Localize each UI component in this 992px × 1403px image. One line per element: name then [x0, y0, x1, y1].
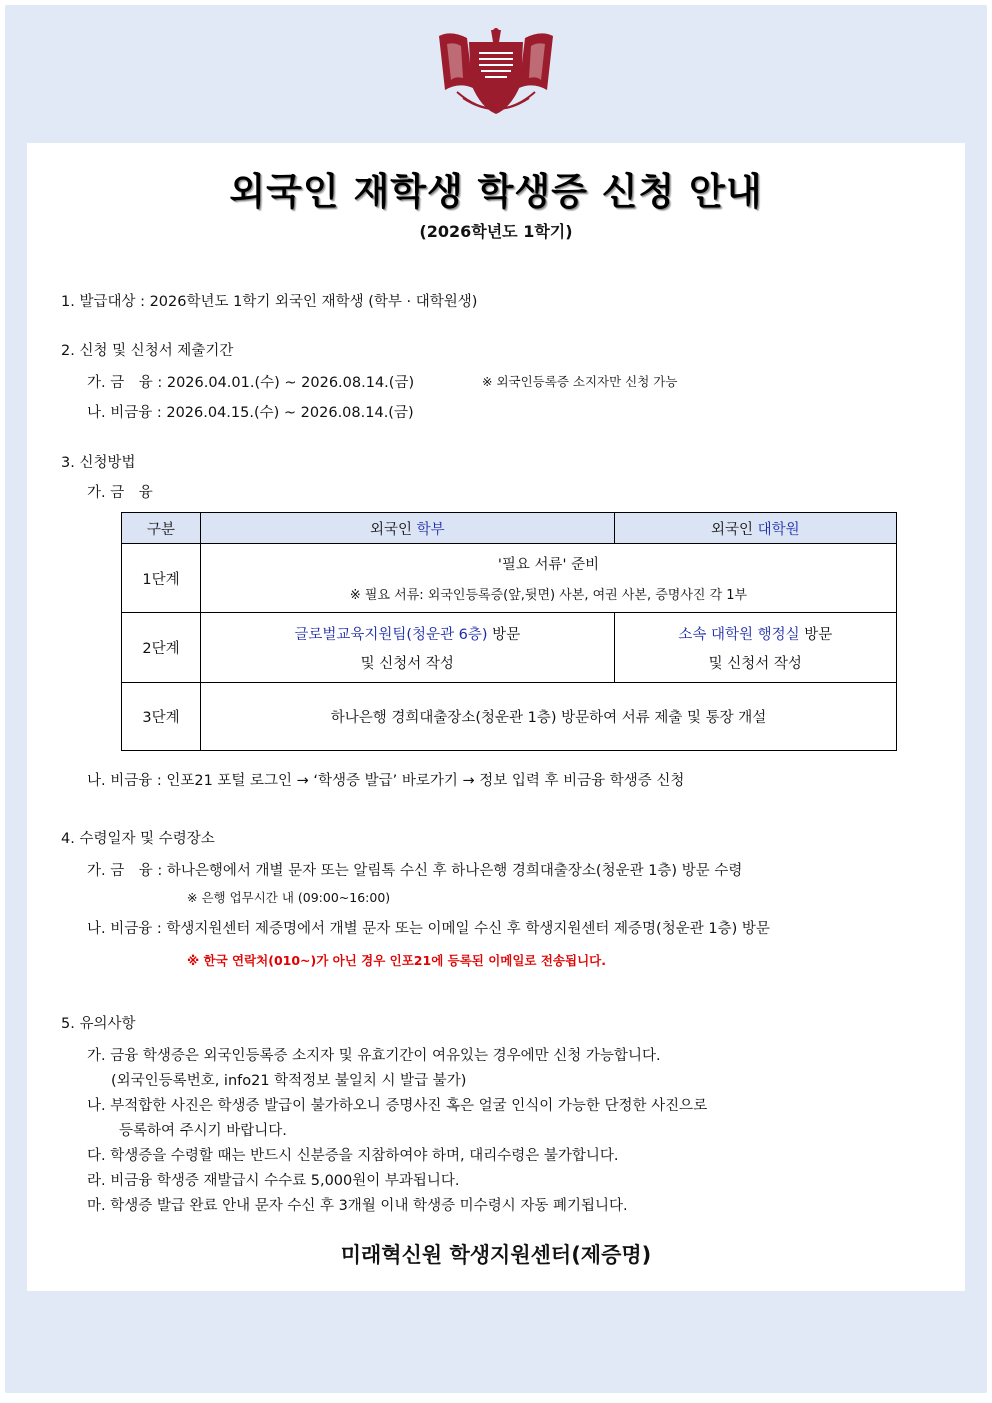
step2-undergrad-suffix: 방문	[487, 626, 521, 643]
section2-nonfinancial: 나. 비금융 : 2026.04.15.(수) ~ 2026.08.14.(금)	[87, 405, 414, 421]
section4-financial-note: ※ 은행 업무시간 내 (09:00~16:00)	[187, 890, 391, 905]
step2-grad-suffix: 방문	[799, 626, 833, 643]
table-row-step2	[122, 613, 897, 683]
header-undergrad	[201, 513, 615, 544]
section3-heading: 3. 신청방법	[61, 455, 136, 471]
step2-label: 2단계	[122, 613, 201, 683]
notice-item-1-detail: (외국인등록번호, info21 학적정보 불일치 시 발급 불가)	[111, 1073, 467, 1089]
header-grad-prefix: 외국인	[710, 521, 758, 538]
section2-heading: 2. 신청 및 신청서 제출기간	[61, 343, 234, 359]
section4-heading: 4. 수령일자 및 수령장소	[61, 831, 215, 847]
header-category: 구분	[122, 513, 201, 544]
issuer-footer: 미래혁신원 학생지원센터(제증명)	[340, 1243, 652, 1267]
section3-financial-label: 가. 금 융	[87, 485, 153, 501]
notice-item-2-continued: 등록하여 주시기 바랍니다.	[119, 1123, 287, 1139]
step2-grad-highlight: 소속 대학원 행정실	[678, 626, 800, 643]
table-row-step3	[122, 683, 897, 751]
step2-undergrad-line2: 및 신청서 작성	[360, 655, 454, 672]
step1-main: '필요 서류' 준비	[497, 557, 600, 573]
step2-undergrad	[201, 613, 615, 683]
section4-nonfinancial: 나. 비금융 : 학생지원센터 제증명에서 개별 문자 또는 이메일 수신 후 학생지원센터 제증명(청운관 1층) 방문	[87, 921, 770, 937]
header-grad	[614, 513, 896, 544]
table-header-row	[122, 513, 897, 544]
notice-item-1: 가. 금융 학생증은 외국인등록증 소지자 및 유효기간이 여유있는 경우에만 신청 가능합니다.	[87, 1048, 661, 1064]
section3-nonfinancial: 나. 비금융 : 인포21 포털 로그인 → ‘학생증 발급’ 바로가기 → 정보 입력 후 비금융 학생증 신청	[87, 773, 685, 789]
application-steps-table	[121, 512, 897, 751]
step2-undergrad-highlight: 글로벌교육지원팀(청운관 6층)	[294, 626, 488, 643]
notice-item-5: 마. 학생증 발급 완료 안내 문자 수신 후 3개월 이내 학생증 미수령시 자동 폐기됩니다.	[87, 1198, 628, 1214]
header-grad-highlight: 대학원	[757, 521, 800, 538]
step3-content: 하나은행 경희대출장소(청운관 1층) 방문하여 서류 제출 및 통장 개설	[201, 683, 897, 751]
page-title: 외국인 재학생 학생증 신청 안내	[229, 170, 763, 213]
section4-nonfinancial-note: ※ 한국 연락처(010~)가 아닌 경우 인포21에 등록된 이메일로 전송됩니다.	[187, 953, 606, 968]
step1-note: ※ 필요 서류: 외국인등록증(앞,뒷면) 사본, 여권 사본, 증명사진 각 1부	[349, 588, 748, 603]
section1-text: 1. 발급대상 : 2026학년도 1학기 외국인 재학생 (학부 · 대학원생)	[61, 294, 478, 310]
notice-item-4: 라. 비금융 학생증 재발급시 수수료 5,000원이 부과됩니다.	[87, 1173, 460, 1189]
university-seal-icon	[433, 28, 559, 116]
section2-financial-note: ※ 외국인등록증 소지자만 신청 가능	[482, 374, 678, 389]
section4-financial: 가. 금 융 : 하나은행에서 개별 문자 또는 알림톡 수신 후 하나은행 경희대출장소(청운관 1층) 방문 수령	[87, 863, 743, 879]
step1-content	[201, 544, 897, 613]
table-row-step1	[122, 544, 897, 613]
step2-grad-line2: 및 신청서 작성	[708, 655, 802, 672]
notice-item-2: 나. 부적합한 사진은 학생증 발급이 불가하오니 증명사진 혹은 얼굴 인식이 가능한 단정한 사진으로	[87, 1098, 708, 1114]
header-undergrad-prefix: 외국인	[369, 521, 417, 538]
step1-label: 1단계	[122, 544, 201, 613]
step3-label: 3단계	[122, 683, 201, 751]
document-sheet	[27, 143, 965, 1291]
step2-grad	[614, 613, 896, 683]
section2-financial: 가. 금 융 : 2026.04.01.(수) ~ 2026.08.14.(금)	[87, 375, 415, 391]
header-undergrad-highlight: 학부	[416, 521, 445, 538]
page-subtitle: (2026학년도 1학기)	[419, 222, 573, 241]
notice-item-3: 다. 학생증을 수령할 때는 반드시 신분증을 지참하여야 하며, 대리수령은 불가합니다.	[87, 1148, 619, 1164]
section5-heading: 5. 유의사항	[61, 1016, 136, 1032]
